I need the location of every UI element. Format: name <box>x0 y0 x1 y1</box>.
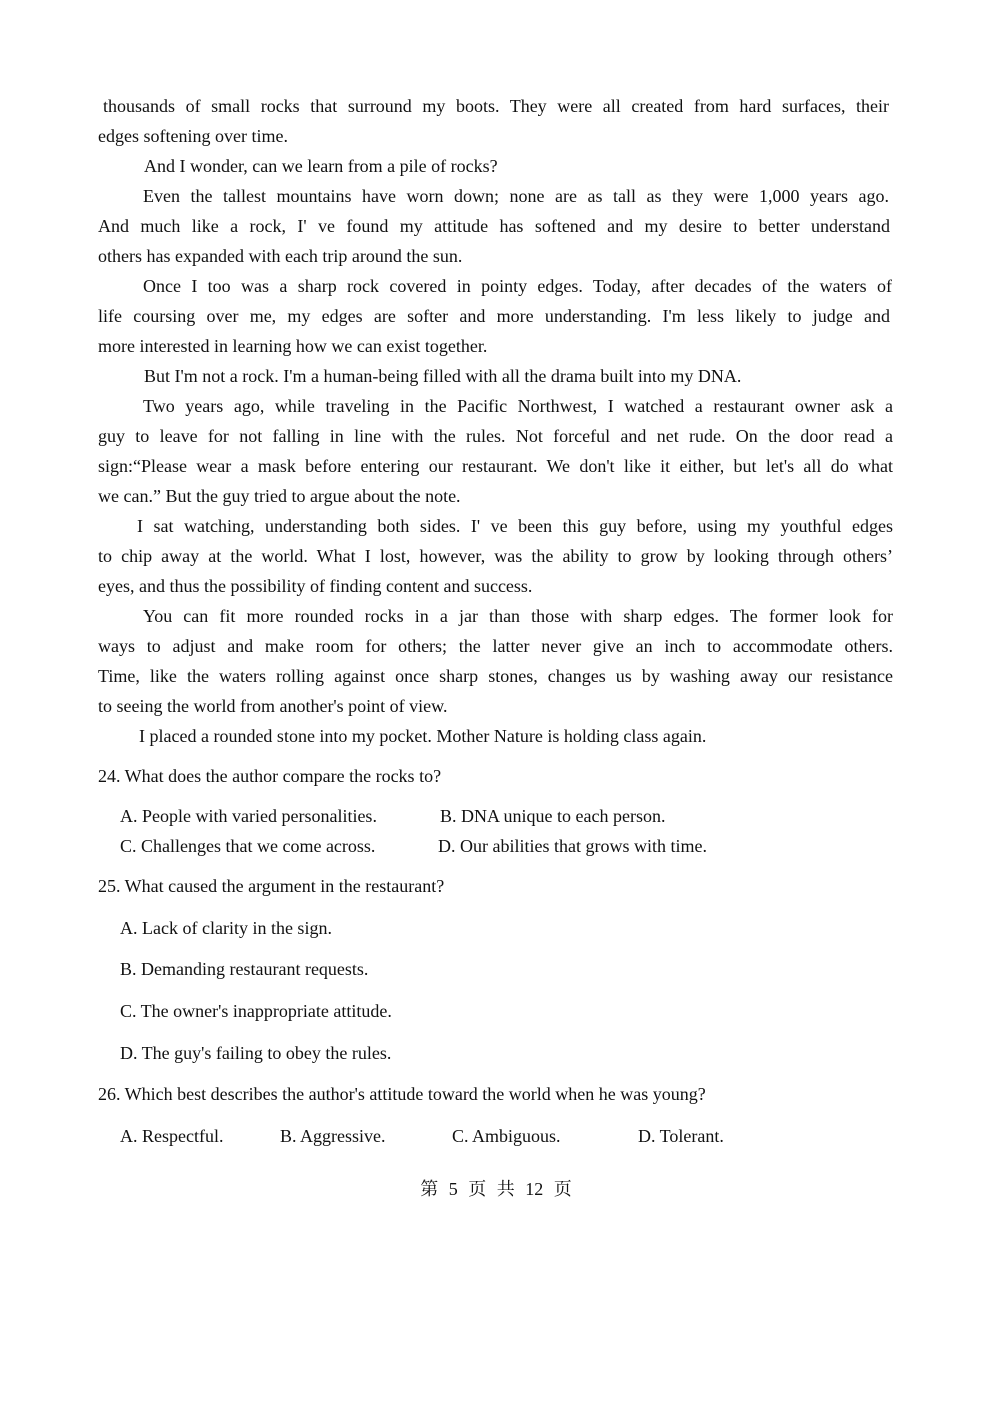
answer-option: A. Respectful. <box>120 1126 224 1146</box>
question-stem: 26. Which best describes the author's attitude toward the world when he was young? <box>98 1084 706 1104</box>
answer-option: B. Aggressive. <box>280 1126 386 1146</box>
passage-line: And much like a rock, I' ve found my attitude has softened and my desire to better understand <box>98 216 890 236</box>
passage-line: more interested in learning how we can exist together. <box>98 336 488 356</box>
passage-line: I sat watching, understanding both sides. I' ve been this guy before, using my youthful edges <box>137 516 893 536</box>
passage-line: Two years ago, while traveling in the Pacific Northwest, I watched a restaurant owner ask a <box>143 396 893 416</box>
answer-option: B. Demanding restaurant requests. <box>120 959 369 979</box>
passage-line: edges softening over time. <box>98 126 288 146</box>
passage-line: life coursing over me, my edges are softer and more understanding. I'm less likely to judge and <box>98 306 890 326</box>
passage-line: Time, like the waters rolling against once sharp stones, changes us by washing away our resistance <box>98 666 893 686</box>
answer-option: C. Challenges that we come across. <box>120 836 376 856</box>
passage-line: we can.” But the guy tried to argue about the note. <box>98 486 461 506</box>
answer-option: D. The guy's failing to obey the rules. <box>120 1043 392 1063</box>
passage-line: to seeing the world from another's point of view. <box>98 696 448 716</box>
passage-line: You can fit more rounded rocks in a jar than those with sharp edges. The former look for <box>143 606 893 626</box>
answer-option: B. DNA unique to each person. <box>440 806 666 826</box>
passage-line: thousands of small rocks that surround my boots. They were all created from hard surfaces, their <box>103 96 889 116</box>
passage-line: And I wonder, can we learn from a pile of rocks? <box>144 156 498 176</box>
question-stem: 25. What caused the argument in the restaurant? <box>98 876 445 896</box>
passage-line: to chip away at the world. What I lost, however, was the ability to grow by looking through others’ <box>98 546 893 566</box>
passage-line: guy to leave for not falling in line with the rules. Not forceful and net rude. On the door read a <box>98 426 893 446</box>
answer-option: D. Our abilities that grows with time. <box>438 836 707 856</box>
passage-line: Even the tallest mountains have worn down; none are as tall as they were 1,000 years ago. <box>143 186 889 206</box>
passage-line: others has expanded with each trip around the sun. <box>98 246 463 266</box>
answer-option: C. The owner's inappropriate attitude. <box>120 1001 392 1021</box>
answer-option: A. People with varied personalities. <box>120 806 377 826</box>
passage-line: sign:“Please wear a mask before entering our restaurant. We don't like it either, but let's all do what <box>98 456 893 476</box>
passage-line: But I'm not a rock. I'm a human-being filled with all the drama built into my DNA. <box>144 366 742 386</box>
passage-line: Once I too was a sharp rock covered in pointy edges. Today, after decades of the waters of <box>143 276 892 296</box>
passage-line: eyes, and thus the possibility of finding content and success. <box>98 576 533 596</box>
answer-option: D. Tolerant. <box>638 1126 724 1146</box>
question-stem: 24. What does the author compare the rocks to? <box>98 766 442 786</box>
page-number-footer: 第 5 页 共 12 页 <box>420 1179 572 1199</box>
passage-line: I placed a rounded stone into my pocket. Mother Nature is holding class again. <box>139 726 707 746</box>
answer-option: C. Ambiguous. <box>452 1126 561 1146</box>
passage-line: ways to adjust and make room for others; the latter never give an inch to accommodate others. <box>98 636 893 656</box>
answer-option: A. Lack of clarity in the sign. <box>120 918 332 938</box>
